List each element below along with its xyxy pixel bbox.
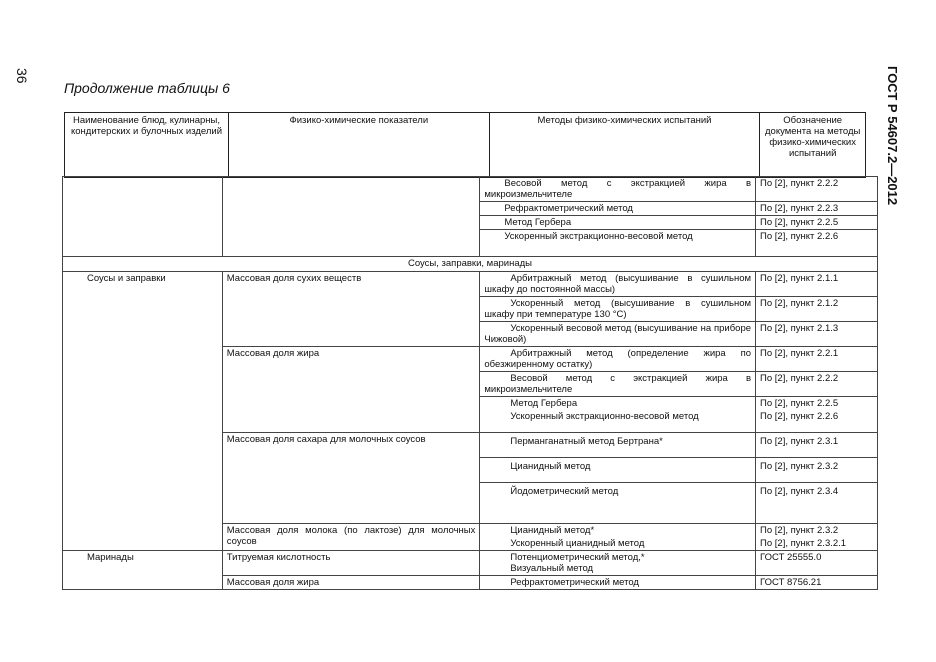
method-cell: Весовой метод с экстракцией жира в микроизмельчителе <box>480 372 756 397</box>
indicator-cell: Массовая доля жира <box>222 576 480 590</box>
table-row <box>63 177 878 202</box>
indicator-cell: Титруемая кислотность <box>222 551 480 576</box>
table-body <box>62 176 878 590</box>
header-document: Обозначение документа на методы физико-химических испытаний <box>760 113 866 178</box>
document-cell: По [2], пункт 2.2.3 <box>756 202 878 216</box>
dish-cell: Соусы и заправки <box>63 272 223 551</box>
method-cell: Арбитражный метод (высушивание в сушильном шкафу до постоянной массы) <box>480 272 756 297</box>
document-cell: По [2], пункт 2.1.3 <box>756 322 878 347</box>
section-title: Соусы, заправки, маринады <box>63 257 878 272</box>
method-cell: Цианидный метод <box>480 458 756 483</box>
indicator-cell: Массовая доля сахара для молочных соусов <box>222 433 480 524</box>
document-cell: ГОСТ 25555.0 <box>756 551 878 576</box>
document-cell: По [2], пункт 2.1.2 <box>756 297 878 322</box>
method-cell: Рефрактометрический метод <box>480 202 756 216</box>
document-cell: По [2], пункт 2.2.2 <box>756 372 878 397</box>
method-cell: Арбитражный метод (определение жира по обезжиренному остатку) <box>480 347 756 372</box>
method-cell: Йодометрический метод <box>480 483 756 524</box>
indicator-cell <box>222 177 480 257</box>
method-cell: Метод Гербера <box>480 397 756 411</box>
table-row <box>63 272 878 297</box>
header-dish: Наименование блюд, кулинарны, кондитерских и булочных изделий <box>65 113 229 178</box>
method-cell: Ускоренный весовой метод (высушивание на приборе Чижовой) <box>480 322 756 347</box>
document-cell: По [2], пункт 2.2.1 <box>756 347 878 372</box>
indicator-cell: Массовая доля жира <box>222 347 480 433</box>
method-cell: Перманганатный метод Бертрана* <box>480 433 756 458</box>
method-cell: Цианидный метод* <box>480 524 756 538</box>
indicator-cell: Массовая доля сухих веществ <box>222 272 480 347</box>
document-cell: По [2], пункт 2.3.2.1 <box>756 537 878 551</box>
dish-cell: Маринады <box>63 551 223 590</box>
section-row <box>63 257 878 272</box>
indicator-cell: Массовая доля молока (по лактозе) для молочных соусов <box>222 524 480 551</box>
standard-code: ГОСТ Р 54607.2—2012 <box>885 66 900 206</box>
document-cell: По [2], пункт 2.2.6 <box>756 230 878 257</box>
method-cell: Ускоренный цианидный метод <box>480 537 756 551</box>
method-cell: Потенциометрический метод,* Визуальный метод <box>480 551 756 576</box>
method-cell: Ускоренный экстракционно-весовой метод <box>480 230 756 257</box>
document-cell: По [2], пункт 2.3.4 <box>756 483 878 524</box>
document-cell: По [2], пункт 2.3.2 <box>756 458 878 483</box>
page-number: 36 <box>14 68 30 84</box>
document-cell: По [2], пункт 2.3.2 <box>756 524 878 538</box>
document-cell: По [2], пункт 2.2.6 <box>756 410 878 433</box>
table-header <box>64 112 866 178</box>
method-cell: Весовой метод с экстракцией жира в микроизмельчителе <box>480 177 756 202</box>
document-cell: По [2], пункт 2.2.5 <box>756 397 878 411</box>
document-cell: По [2], пункт 2.3.1 <box>756 433 878 458</box>
method-cell: Метод Гербера <box>480 216 756 230</box>
document-cell: По [2], пункт 2.2.2 <box>756 177 878 202</box>
header-indicator: Физико-химические показатели <box>229 113 490 178</box>
method-cell: Ускоренный метод (высушивание в сушильном шкафу при температуре 130 °С) <box>480 297 756 322</box>
method-cell: Рефрактометрический метод <box>480 576 756 590</box>
header-method: Методы физико-химических испытаний <box>489 113 760 178</box>
dish-cell <box>63 177 223 257</box>
document-cell: ГОСТ 8756.21 <box>756 576 878 590</box>
document-cell: По [2], пункт 2.2.5 <box>756 216 878 230</box>
table-caption: Продолжение таблицы 6 <box>64 80 230 96</box>
document-cell: По [2], пункт 2.1.1 <box>756 272 878 297</box>
table-row <box>63 551 878 576</box>
method-cell: Ускоренный экстракционно-весовой метод <box>480 410 756 433</box>
